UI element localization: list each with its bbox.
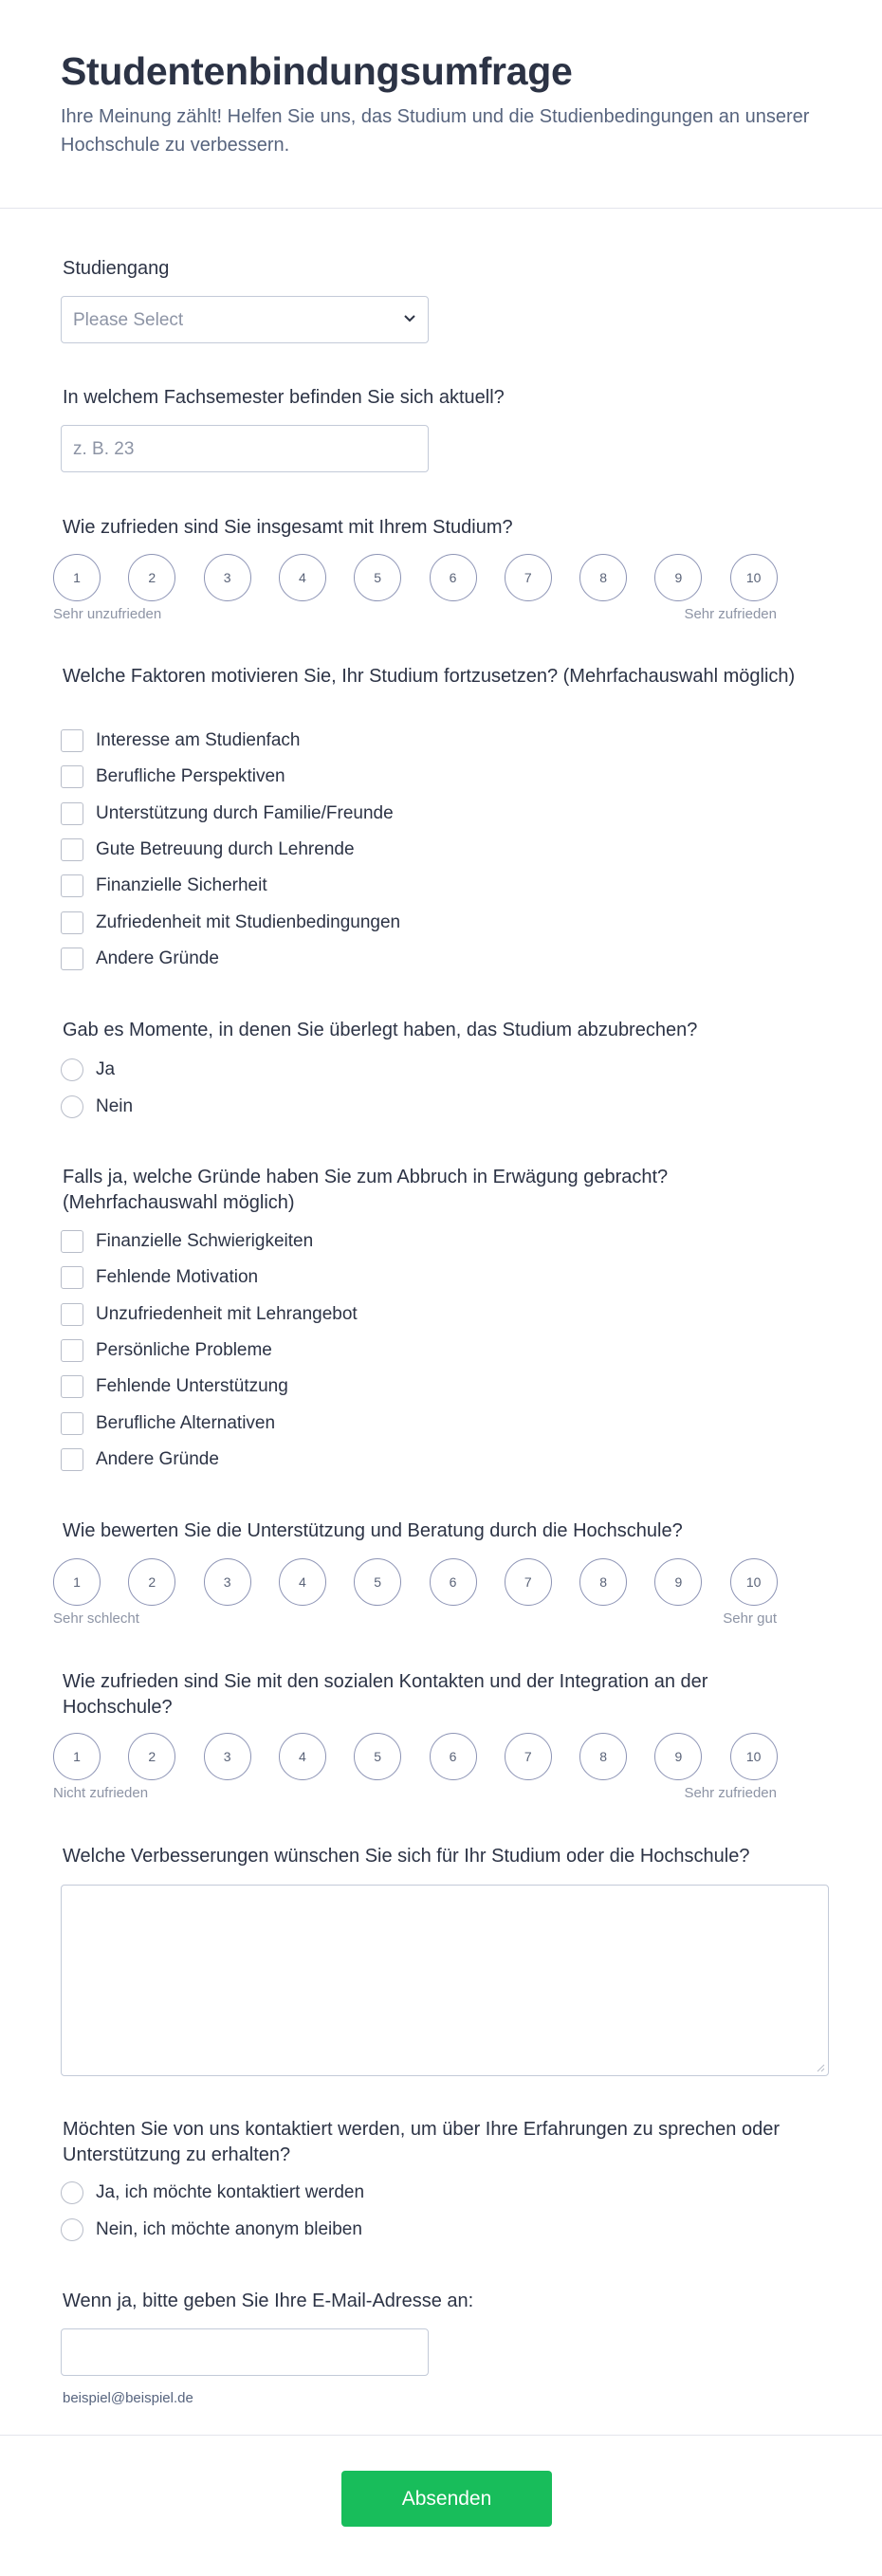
scale-option-8[interactable]: 8 xyxy=(579,1558,627,1606)
scale-min-label: Nicht zufrieden xyxy=(53,1785,149,1801)
question-abbruch-gruende: Falls ja, welche Gründe haben Sie zum Abbruch in Erwägung gebracht? (Mehrfachauswahl möglich) xyxy=(63,1167,669,1213)
option-label: Ja xyxy=(96,1059,116,1079)
scale-option-9[interactable]: 9 xyxy=(654,554,702,601)
option-label: Berufliche Alternativen xyxy=(96,1412,276,1433)
question-email: Wenn ja, bitte geben Sie Ihre E-Mail-Adresse an: xyxy=(63,2291,474,2311)
scale-option-9[interactable]: 9 xyxy=(654,1558,702,1606)
scale-option-10[interactable]: 10 xyxy=(730,554,778,601)
footer-divider xyxy=(0,2435,882,2436)
radio-button[interactable] xyxy=(61,2181,83,2204)
question-motivation: Welche Faktoren motivieren Sie, Ihr Studium fortzusetzen? (Mehrfachauswahl möglich) xyxy=(63,666,796,687)
radio-button[interactable] xyxy=(61,1095,83,1118)
scale-min-label: Sehr schlecht xyxy=(53,1610,139,1627)
checkbox[interactable] xyxy=(61,874,83,897)
email-sublabel: beispiel@beispiel.de xyxy=(63,2390,193,2406)
email-input[interactable] xyxy=(61,2328,429,2376)
checkbox[interactable] xyxy=(61,1412,83,1435)
chevron-down-icon xyxy=(403,314,416,323)
option-label: Finanzielle Sicherheit xyxy=(96,875,267,896)
checkbox[interactable] xyxy=(61,729,83,752)
fachsemester-input[interactable] xyxy=(61,425,429,472)
checkbox[interactable] xyxy=(61,838,83,861)
checkbox[interactable] xyxy=(61,911,83,934)
checkbox[interactable] xyxy=(61,765,83,788)
resize-handle-icon[interactable] xyxy=(816,2063,825,2072)
option-label: Nein, ich möchte anonym bleiben xyxy=(96,2219,362,2239)
question-zufriedenheit: Wie zufrieden sind Sie insgesamt mit Ihrem Studium? xyxy=(63,517,513,538)
option-label: Unterstützung durch Familie/Freunde xyxy=(96,802,394,823)
option-label: Ja, ich möchte kontaktiert werden xyxy=(96,2182,365,2202)
scale-option-2[interactable]: 2 xyxy=(128,554,175,601)
scale-option-5[interactable]: 5 xyxy=(354,1558,401,1606)
option-label: Andere Gründe xyxy=(96,1448,219,1469)
scale-option-3[interactable]: 3 xyxy=(204,554,251,601)
studiengang-select[interactable] xyxy=(61,296,429,343)
scale-option-7[interactable]: 7 xyxy=(505,1558,552,1606)
option-label: Zufriedenheit mit Studienbedingungen xyxy=(96,911,401,932)
scale-max-label: Sehr zufrieden xyxy=(684,606,777,622)
option-label: Persönliche Probleme xyxy=(96,1339,272,1360)
scale-unterstuetzung xyxy=(53,1558,776,1608)
scale-option-8[interactable]: 8 xyxy=(579,554,627,601)
scale-option-5[interactable]: 5 xyxy=(354,1733,401,1780)
question-fachsemester: In welchem Fachsemester befinden Sie sich aktuell? xyxy=(63,387,505,408)
option-label: Fehlende Unterstützung xyxy=(96,1376,288,1397)
checkbox[interactable] xyxy=(61,1230,83,1253)
option-label: Berufliche Perspektiven xyxy=(96,766,285,787)
scale-zufriedenheit xyxy=(53,554,776,603)
input-placeholder: z. B. 23 xyxy=(73,439,135,459)
scale-min-label: Sehr unzufrieden xyxy=(53,606,162,622)
form-header xyxy=(0,0,882,209)
question-studiengang: Studiengang xyxy=(63,258,170,279)
scale-option-5[interactable]: 5 xyxy=(354,554,401,601)
radio-button[interactable] xyxy=(61,1058,83,1081)
question-abbruch: Gab es Momente, in denen Sie überlegt haben, das Studium abzubrechen? xyxy=(63,1020,698,1040)
scale-soziale-kontakte xyxy=(53,1733,776,1782)
scale-option-1[interactable]: 1 xyxy=(53,1558,101,1606)
scale-option-3[interactable]: 3 xyxy=(204,1733,251,1780)
option-label: Interesse am Studienfach xyxy=(96,730,301,750)
scale-option-7[interactable]: 7 xyxy=(505,1733,552,1780)
checkbox[interactable] xyxy=(61,802,83,825)
scale-option-10[interactable]: 10 xyxy=(730,1733,778,1780)
scale-option-1[interactable]: 1 xyxy=(53,554,101,601)
option-label: Andere Gründe xyxy=(96,948,219,968)
option-label: Unzufriedenheit mit Lehrangebot xyxy=(96,1303,358,1324)
checkbox[interactable] xyxy=(61,1339,83,1362)
scale-option-8[interactable]: 8 xyxy=(579,1733,627,1780)
checkbox[interactable] xyxy=(61,1266,83,1289)
scale-option-2[interactable]: 2 xyxy=(128,1733,175,1780)
scale-option-6[interactable]: 6 xyxy=(430,1558,477,1606)
checkbox[interactable] xyxy=(61,1375,83,1398)
checkbox[interactable] xyxy=(61,948,83,970)
checkbox[interactable] xyxy=(61,1303,83,1326)
scale-option-9[interactable]: 9 xyxy=(654,1733,702,1780)
scale-option-2[interactable]: 2 xyxy=(128,1558,175,1606)
question-kontakt: Möchten Sie von uns kontaktiert werden, um über Ihre Erfahrungen zu sprechen oder Unterstützung zu erhalten? xyxy=(63,2119,780,2165)
scale-option-4[interactable]: 4 xyxy=(279,1733,326,1780)
option-label: Gute Betreuung durch Lehrende xyxy=(96,838,355,859)
scale-max-label: Sehr zufrieden xyxy=(684,1785,777,1801)
radio-button[interactable] xyxy=(61,2218,83,2241)
scale-max-label: Sehr gut xyxy=(723,1610,777,1627)
question-soziale-kontakte: Wie zufrieden sind Sie mit den sozialen Kontakten und der Integration an der Hochschule? xyxy=(63,1671,708,1718)
scale-option-4[interactable]: 4 xyxy=(279,554,326,601)
question-unterstuetzung: Wie bewerten Sie die Unterstützung und Beratung durch die Hochschule? xyxy=(63,1520,683,1541)
scale-option-4[interactable]: 4 xyxy=(279,1558,326,1606)
verbesserungen-textarea[interactable] xyxy=(61,1885,829,2076)
option-label: Fehlende Motivation xyxy=(96,1267,259,1288)
option-label: Nein xyxy=(96,1096,134,1116)
scale-option-3[interactable]: 3 xyxy=(204,1558,251,1606)
question-verbesserungen: Welche Verbesserungen wünschen Sie sich für Ihr Studium oder die Hochschule? xyxy=(63,1846,750,1867)
scale-option-6[interactable]: 6 xyxy=(430,554,477,601)
form-subtitle: Ihre Meinung zählt! Helfen Sie uns, das Studium und die Studienbedingungen an unserer Hochschule zu verbessern. xyxy=(61,106,810,156)
form-title: Studentenbindungsumfrage xyxy=(61,49,573,93)
scale-option-10[interactable]: 10 xyxy=(730,1558,778,1606)
scale-option-6[interactable]: 6 xyxy=(430,1733,477,1780)
scale-option-7[interactable]: 7 xyxy=(505,554,552,601)
option-label: Finanzielle Schwierigkeiten xyxy=(96,1231,314,1251)
submit-button[interactable]: Absenden xyxy=(341,2471,552,2527)
checkbox[interactable] xyxy=(61,1448,83,1471)
select-placeholder: Please Select xyxy=(73,310,184,330)
scale-option-1[interactable]: 1 xyxy=(53,1733,101,1780)
